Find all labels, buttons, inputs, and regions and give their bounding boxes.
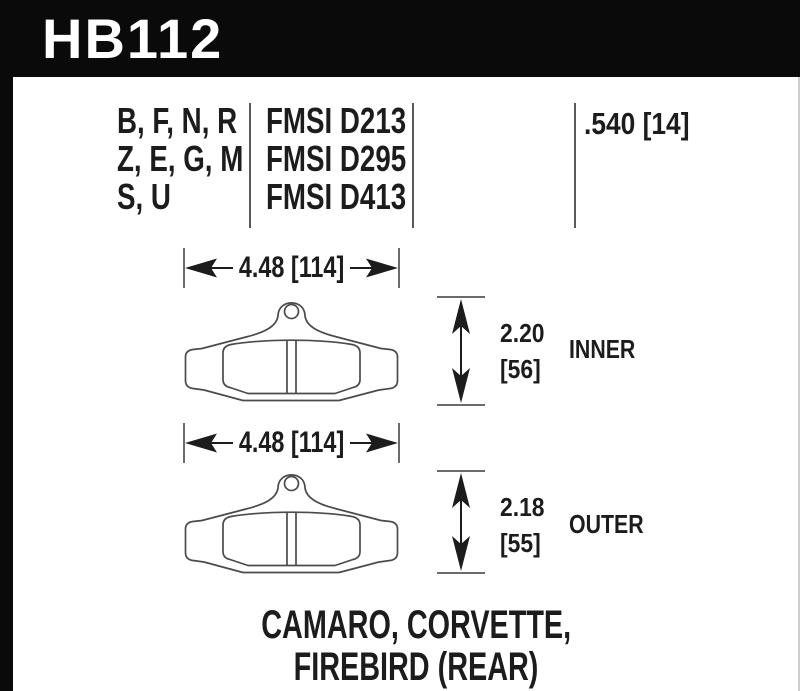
height-dimension-outer [437,470,485,574]
vehicle-caption-line1: CAMARO, CORVETTE, [261,603,571,647]
vehicle-caption [32,604,800,688]
compound-column [117,102,281,216]
fmsi-column [266,102,448,216]
table-divider [412,103,414,228]
height-dimension-arrows [437,470,485,574]
width-dimension-label: 4.48 [114] [238,426,345,459]
position-label-inner: INNER [569,334,636,364]
width-dimension-outer [183,423,400,463]
compound-row: S, U [117,176,171,217]
compound-row: B, F, N, R [117,100,238,141]
height-inches: 2.18 [500,492,545,522]
width-dimension-inner [183,248,400,288]
pad-thickness-value: .540 [14] [584,106,690,141]
table-divider [574,103,576,228]
height-millimeters: [56] [500,354,541,384]
fmsi-row: FMSI D213 [266,100,407,141]
position-label-outer: OUTER [569,509,644,539]
height-millimeters: [55] [500,528,541,558]
vehicle-caption-line2: FIREBIRD (REAR) [293,645,539,689]
height-values-outer [500,489,551,561]
left-border-strip [0,0,13,691]
brake-pad-outline-outer [183,468,400,578]
compound-row: Z, E, G, M [117,138,244,179]
fmsi-row: FMSI D295 [266,138,407,179]
fmsi-row: FMSI D413 [266,176,407,217]
height-dimension-inner [437,296,485,406]
height-values-inner [500,315,551,387]
table-divider [249,103,251,228]
width-dimension-label: 4.48 [114] [238,251,345,284]
height-dimension-arrows [437,296,485,406]
part-number: HB112 [42,7,224,70]
height-inches: 2.20 [500,318,545,348]
header-bar [0,0,800,77]
brake-pad-outline-inner [183,296,400,406]
